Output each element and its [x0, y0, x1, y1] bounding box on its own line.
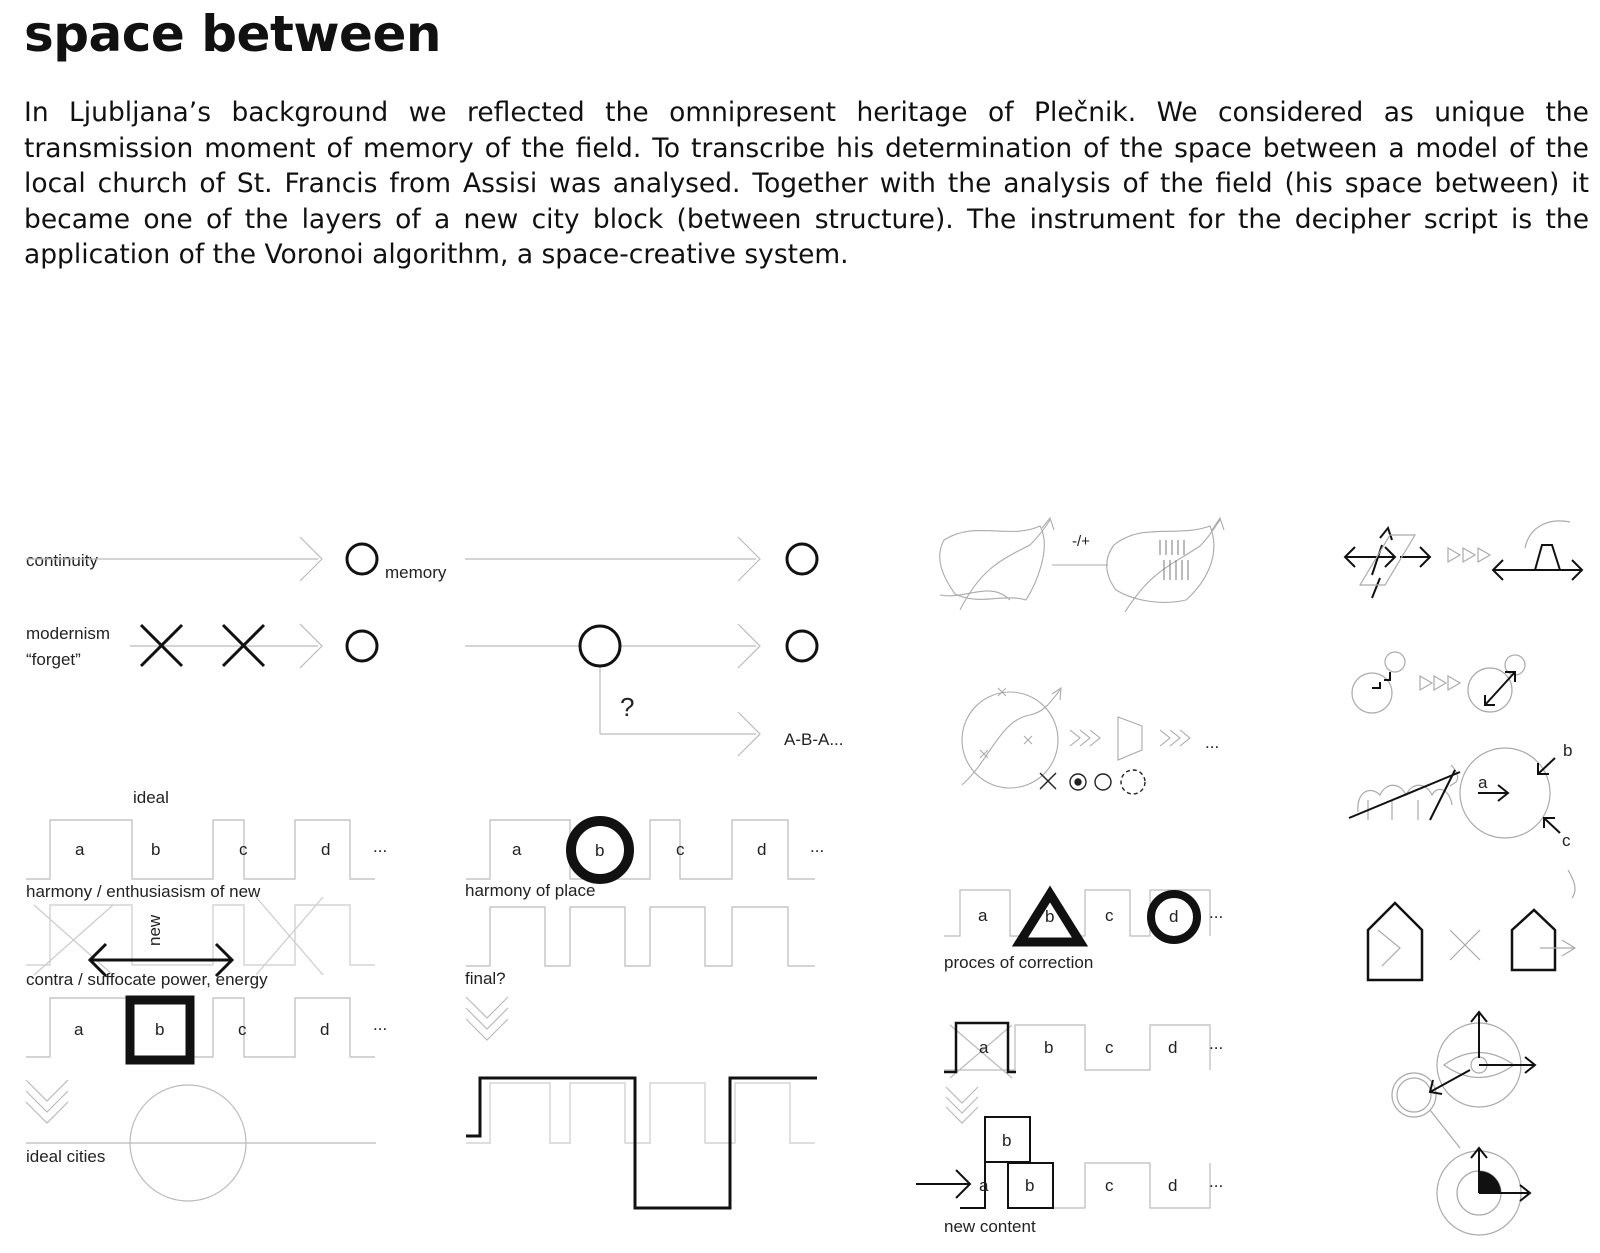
arrow-continuity — [26, 537, 322, 581]
ellipsis: ... — [1209, 1034, 1224, 1053]
label-forget: “forget” — [26, 650, 81, 669]
triangles-arrow-icon — [1448, 548, 1490, 562]
hatch-pattern — [1160, 540, 1188, 580]
label-harmony-place: harmony of place — [465, 881, 596, 900]
rotation-sketch — [1352, 652, 1525, 713]
letter-a: a — [74, 1020, 84, 1039]
split-circle — [580, 626, 620, 666]
letter-a: a — [1478, 773, 1488, 792]
memory-circle — [347, 544, 377, 574]
wave-final-background — [466, 1083, 815, 1143]
memory-circle-small — [347, 631, 377, 661]
letter-c: c — [676, 840, 685, 859]
letter-b: b — [1044, 1038, 1054, 1057]
ramp-icon — [1493, 545, 1582, 580]
chevrons-down-icon — [466, 997, 508, 1040]
crossed-wave — [26, 897, 375, 975]
ellipsis: ... — [1205, 733, 1220, 752]
letter-b: b — [151, 840, 161, 859]
letter-b: b — [1563, 741, 1573, 760]
memory-circle-right — [787, 544, 817, 574]
ideal-city-circle — [26, 1085, 376, 1201]
wave-final — [466, 907, 815, 966]
letter-a: a — [75, 840, 85, 859]
letter-a: a — [978, 906, 988, 925]
ellipsis: ... — [373, 1015, 388, 1034]
letter-c: c — [239, 840, 248, 859]
letter-d: d — [1168, 1038, 1178, 1057]
label-harmony-new: harmony / enthusiasism of new — [26, 882, 261, 901]
letter-a: a — [979, 1176, 989, 1195]
page-title: space between — [24, 5, 441, 63]
arrow-right-icon — [916, 1170, 970, 1198]
letter-d: d — [320, 1020, 330, 1039]
arrow-memory — [465, 537, 760, 581]
chevrons-down-icon — [946, 1087, 978, 1123]
tree-sketch — [1525, 521, 1570, 548]
quarter-fill-icon — [1479, 1171, 1501, 1193]
letter-d: d — [1168, 1176, 1178, 1195]
letter-b: b — [595, 841, 605, 860]
letter-b: b — [1025, 1176, 1035, 1195]
label-ideal-cities: ideal cities — [26, 1147, 106, 1166]
label-ideal: ideal — [133, 788, 169, 807]
symbol-row-icons — [1040, 770, 1145, 794]
letter-c: c — [238, 1020, 247, 1039]
ellipsis: ... — [1209, 1172, 1224, 1191]
analysis-sketch — [962, 688, 1190, 788]
letter-c: c — [1105, 906, 1114, 925]
label-modernism: modernism — [26, 624, 111, 643]
label-new-content: new content — [944, 1217, 1036, 1236]
letter-c: c — [1562, 831, 1571, 850]
letter-c: c — [1105, 1038, 1114, 1057]
letter-c: c — [1105, 1176, 1114, 1195]
ellipsis: ... — [1209, 903, 1224, 922]
memory-circle-right-small — [787, 631, 817, 661]
slab-sketch — [1360, 535, 1415, 585]
label-memory: memory — [385, 563, 447, 582]
ellipsis: ... — [373, 837, 388, 856]
label-minus-plus: -/+ — [1072, 533, 1090, 550]
wave-new-content — [1050, 1163, 1210, 1208]
label-contra: contra / suffocate power, energy — [26, 970, 268, 989]
rotation-arrows-icon — [1372, 672, 1515, 705]
letter-b: b — [1002, 1131, 1012, 1150]
letter-b: b — [1045, 907, 1055, 926]
letter-b: b — [155, 1020, 165, 1039]
letter-a: a — [979, 1038, 989, 1057]
intro-paragraph: In Ljubljana’s background we reflected the omnipresent heritage of Plečnik. We considered as unique the transmission moment of memory of the field. To transcribe his determination of the space between a model of the local church of St. Francis from Assisi was analysed. Together with the analysis of the field (his space between) it became one of the layers of a new city block (between structure). The instrument for the decipher script is the application of the Voronoi algorithm, a space-creative system. — [24, 97, 1589, 270]
perspective-sketch — [1358, 748, 1550, 838]
letter-d: d — [757, 840, 767, 859]
chevrons-down-icon — [26, 1080, 68, 1123]
label-question: ? — [620, 692, 635, 722]
label-continuity: continuity — [26, 551, 98, 570]
label-aba: A-B-A... — [784, 730, 844, 749]
label-correction: proces of correction — [944, 953, 1094, 972]
letter-d: d — [321, 840, 331, 859]
label-new-vertical: new — [145, 914, 164, 946]
letter-d: d — [1169, 907, 1179, 926]
label-final: final? — [465, 969, 506, 988]
ellipsis: ... — [810, 837, 825, 856]
house-sketch — [1378, 870, 1575, 966]
eye-sketch — [1392, 1023, 1521, 1235]
letter-a: a — [512, 840, 522, 859]
